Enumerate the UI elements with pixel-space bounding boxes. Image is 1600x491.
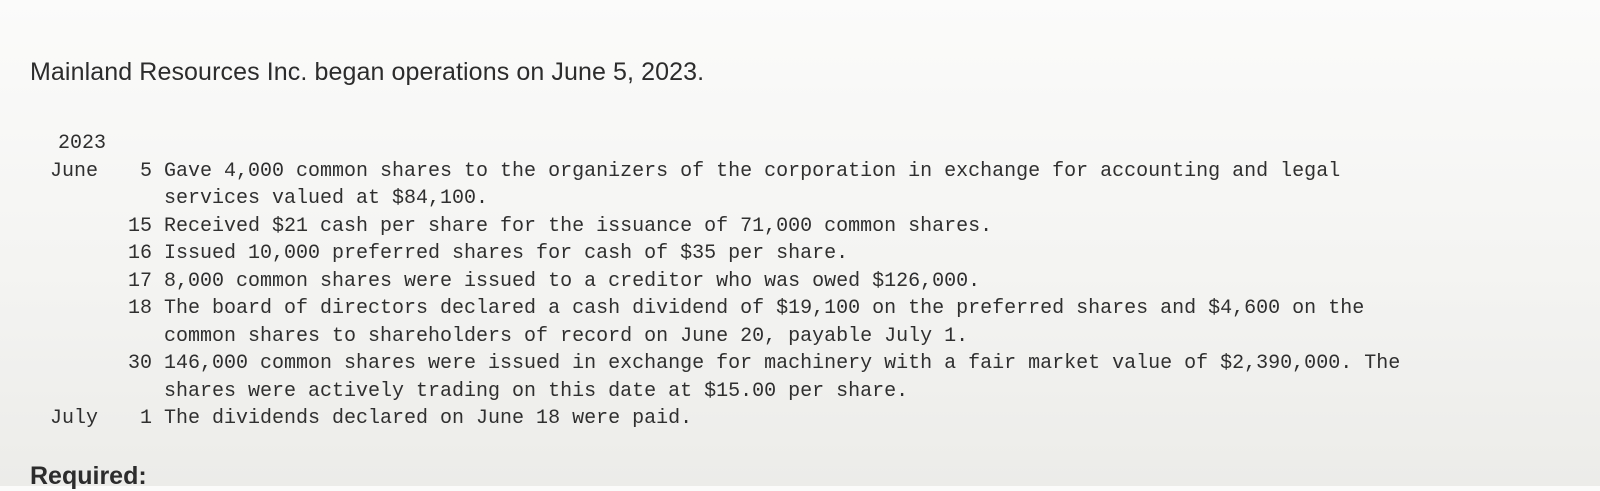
transaction-list [50, 130, 1580, 433]
transaction-entry [50, 213, 1580, 241]
entry-day: 16 [127, 242, 152, 265]
entry-description: Gave 4,000 common shares to the organizers of the corporation in exchange for accounting and legal services valued at $84,100. [164, 159, 1341, 210]
required-heading: Required: [30, 462, 147, 490]
transaction-entry [50, 350, 1580, 405]
intro-text: Mainland Resources Inc. began operations on June 5, 2023. [30, 58, 705, 86]
entry-description: 146,000 common shares were issued in exchange for machinery with a fair market value of $2,390,000. The shares were actively trading on this date at $15.00 per share. [164, 352, 1401, 403]
entry-day: 1 [139, 407, 152, 430]
year-heading: 2023 [58, 132, 107, 155]
entry-day: 15 [127, 214, 152, 238]
entry-day: 18 [127, 297, 152, 320]
entry-description: Issued 10,000 preferred shares for cash of $35 per share. [164, 242, 849, 265]
entry-description: The board of directors declared a cash dividend of $19,100 on the preferred shares and $4,600 on the common shares to shareholders of record on June 20, payable July 1. [164, 297, 1365, 348]
transaction-entry [50, 405, 1580, 433]
transaction-entry [50, 295, 1580, 350]
entry-month: June [50, 159, 99, 183]
entry-day: 5 [139, 159, 152, 183]
transaction-entry [50, 268, 1580, 296]
entry-day: 17 [127, 269, 152, 293]
entry-day: 30 [127, 352, 152, 375]
entry-month: July [50, 407, 99, 430]
transaction-entry [50, 240, 1580, 268]
transaction-entry [50, 158, 1580, 213]
entry-description: The dividends declared on June 18 were paid. [164, 407, 693, 430]
entry-description: 8,000 common shares were issued to a creditor who was owed $126,000. [164, 269, 981, 293]
entry-description: Received $21 cash per share for the issuance of 71,000 common shares. [164, 214, 993, 238]
